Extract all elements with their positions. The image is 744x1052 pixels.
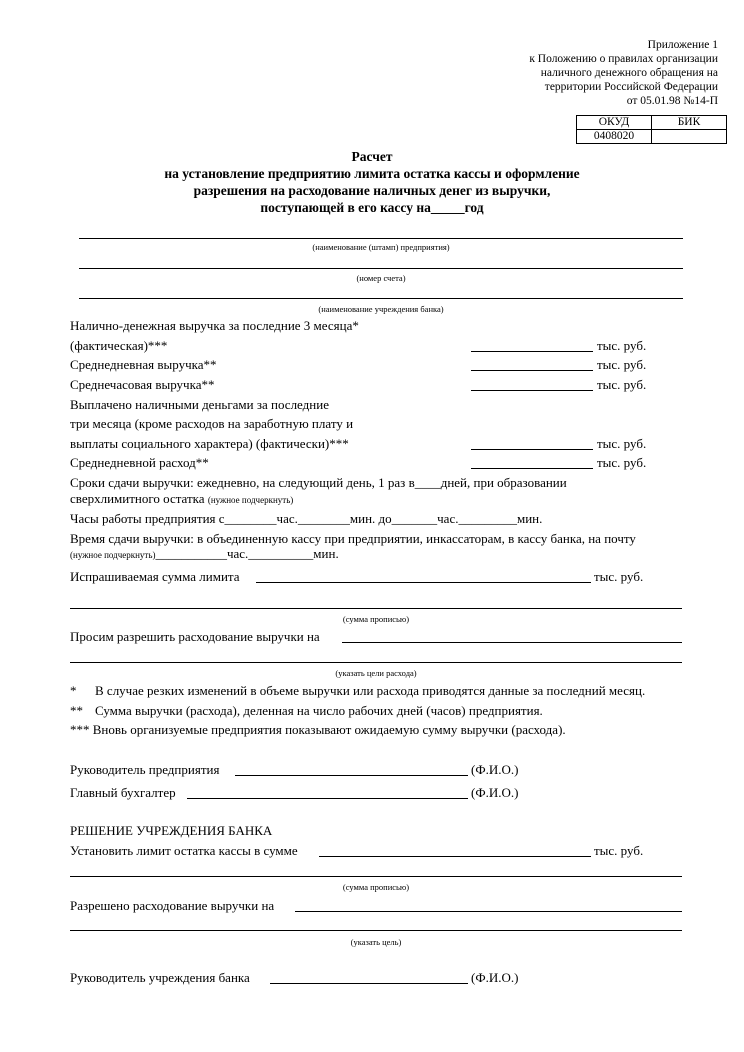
deadline-label-cont: [70, 491, 293, 507]
bank-name-field[interactable]: [79, 298, 683, 299]
document-title: Расчет: [351, 149, 393, 164]
regulation-date: от 05.01.98 №14-П: [626, 95, 718, 107]
limit-words-field[interactable]: [70, 608, 682, 609]
spend-purpose-field[interactable]: [70, 662, 682, 663]
handover-label-cont: [70, 546, 339, 562]
paid-cash-label-cont: выплаты социального характера) (фактически)***: [70, 436, 349, 451]
daily-revenue-label: Среднедневная выручка**: [70, 357, 217, 372]
spend-decision-label: Разрешено расходование выручки на: [70, 898, 275, 913]
sum-words-caption: (сумма прописью): [342, 882, 410, 892]
okud-value: 0408020: [577, 130, 652, 144]
spend-request-field[interactable]: [342, 642, 682, 643]
footnote-2: Сумма выручки (расхода), деленная на число рабочих дней (часов) предприятия.: [95, 703, 543, 718]
limit-request-field[interactable]: [256, 582, 591, 583]
daily-expense-label: Среднедневной расход**: [70, 455, 209, 470]
hourly-revenue-field[interactable]: [471, 390, 593, 391]
document-subtitle: разрешения на расходование наличных денег из выручки,: [193, 183, 551, 198]
footnote-1: В случае резких изменений в объеме выручки или расхода приводятся данные за последний месяц.: [95, 683, 646, 698]
bank-head-signature-field[interactable]: [270, 983, 468, 984]
limit-decision-label: Установить лимит остатка кассы в сумме: [70, 843, 298, 858]
bank-decision-title: РЕШЕНИЕ УЧРЕЖДЕНИЯ БАНКА: [70, 823, 273, 838]
regulation-ref-line: к Положению о правилах организации: [529, 53, 718, 65]
bank-name-caption: (наименование учреждения банка): [318, 304, 444, 314]
paid-cash-field[interactable]: [471, 449, 593, 450]
unit-label: тыс. руб.: [594, 569, 644, 584]
paid-cash-label: Выплачено наличными деньгами за последние: [70, 397, 329, 412]
underline-note: (нужное подчеркнуть): [207, 495, 294, 505]
deadline-excess-label: сверхлимитного остатка: [70, 491, 205, 506]
unit-label: тыс. руб.: [594, 843, 644, 858]
enterprise-name-caption: (наименование (штамп) предприятия): [312, 242, 450, 252]
underline-note: (нужное подчеркнуть): [70, 550, 156, 560]
handover-label: Время сдачи выручки: в объединенную кассу при предприятии, инкассаторам, в кассу банка, на почту: [70, 531, 636, 546]
unit-label: тыс. руб.: [597, 377, 647, 392]
fio-label: (Ф.И.О.): [471, 970, 519, 985]
daily-expense-field[interactable]: [471, 468, 593, 469]
hourly-revenue-label: Среднечасовая выручка**: [70, 377, 215, 392]
footnote-3: *** Вновь организуемые предприятия показывают ожидаемую сумму выручки (расхода).: [70, 722, 566, 737]
account-number-field[interactable]: [79, 268, 683, 269]
head-signature-label: Руководитель предприятия: [70, 762, 220, 777]
bank-head-signature-label: Руководитель учреждения банка: [70, 970, 250, 985]
regulation-ref-line: наличного денежного обращения на: [540, 67, 718, 79]
spend-decision-field[interactable]: [295, 911, 682, 912]
document-subtitle: на установление предприятию лимита остатка кассы и оформление: [164, 166, 580, 181]
sum-words-caption: (сумма прописью): [342, 614, 410, 624]
revenue-label: Налично-денежная выручка за последние 3 месяца*: [70, 318, 359, 333]
regulation-ref-line: территории Российской Федерации: [544, 81, 718, 93]
accountant-signature-label: Главный бухгалтер: [70, 785, 176, 800]
appendix-label: Приложение 1: [647, 39, 718, 51]
okud-label: ОКУД: [577, 116, 652, 130]
revenue-field[interactable]: [471, 351, 593, 352]
codes-table: [576, 115, 727, 144]
footnote-2-mark: **: [70, 703, 83, 718]
bik-label: БИК: [652, 116, 727, 130]
account-number-caption: (номер счета): [356, 273, 406, 283]
unit-label: тыс. руб.: [597, 357, 647, 372]
limit-request-label: Испрашиваемая сумма лимита: [70, 569, 240, 584]
handover-time-field[interactable]: ___________час.__________мин.: [155, 546, 339, 561]
document-subtitle: поступающей в его кассу на_____год: [260, 200, 484, 215]
spend-request-label: Просим разрешить расходование выручки на: [70, 629, 320, 644]
unit-label: тыс. руб.: [597, 338, 647, 353]
paid-cash-label-cont: три месяца (кроме расходов на заработную плату и: [70, 416, 354, 431]
enterprise-name-field[interactable]: [79, 238, 683, 239]
spend-decision-purpose-field[interactable]: [70, 930, 682, 931]
footnote-1-mark: *: [70, 683, 77, 698]
unit-label: тыс. руб.: [597, 436, 647, 451]
purposes-caption: (указать цели расхода): [335, 668, 417, 678]
daily-revenue-field[interactable]: [471, 370, 593, 371]
revenue-label-cont: (фактическая)***: [70, 338, 168, 353]
unit-label: тыс. руб.: [597, 455, 647, 470]
fio-label: (Ф.И.О.): [471, 762, 519, 777]
bik-value[interactable]: [652, 130, 727, 144]
deadline-label: Сроки сдачи выручки: ежедневно, на следующий день, 1 раз в____дней, при образовании: [70, 475, 567, 490]
working-hours-label: Часы работы предприятия с________час.________мин. до_______час._________мин.: [70, 511, 543, 526]
purpose-caption: (указать цель): [350, 937, 402, 947]
fio-label: (Ф.И.О.): [471, 785, 519, 800]
accountant-signature-field[interactable]: [187, 798, 468, 799]
limit-decision-words-field[interactable]: [70, 876, 682, 877]
limit-decision-field[interactable]: [319, 856, 591, 857]
head-signature-field[interactable]: [235, 775, 468, 776]
